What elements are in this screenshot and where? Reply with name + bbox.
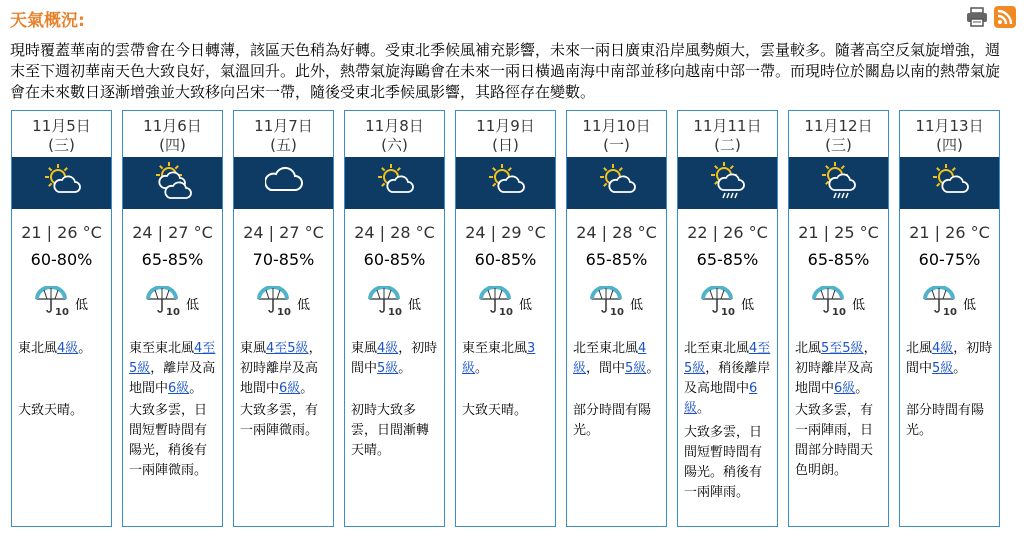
psr-label: 低 bbox=[74, 297, 88, 313]
forecast-days bbox=[11, 110, 1000, 527]
weekday-label: (四) bbox=[159, 136, 186, 154]
date-label: 11月12日 bbox=[804, 117, 873, 135]
svg-text:10: 10 bbox=[720, 307, 735, 316]
wind-force-link[interactable]: 4至5級 bbox=[266, 341, 309, 356]
temperature-range: 21 | 26 °C bbox=[909, 223, 990, 242]
temperature-range: 24 | 28 °C bbox=[576, 223, 657, 242]
wind-force-link[interactable]: 4級 bbox=[932, 341, 954, 356]
weekday-label: (一) bbox=[603, 136, 630, 154]
psr-label: 低 bbox=[962, 297, 976, 313]
forecast-day bbox=[677, 110, 778, 527]
weather-icon-band bbox=[123, 157, 222, 209]
wind-text: 北至東北風 bbox=[573, 341, 639, 356]
wind-force-link[interactable]: 3級 bbox=[462, 341, 536, 376]
wind-text: 東至東北風 bbox=[462, 341, 528, 356]
sun-clouds-icon bbox=[154, 162, 192, 204]
forecast-day bbox=[344, 110, 445, 527]
wind-text: ，初時離岸及高地間中 bbox=[240, 341, 322, 396]
forecast-date bbox=[123, 117, 222, 155]
wind-description bbox=[129, 339, 218, 399]
wind-force-link[interactable]: 6級 bbox=[684, 381, 758, 416]
forecast-date bbox=[12, 117, 111, 155]
weather-summary: 現時覆蓋華南的雲帶會在今日轉薄，該區天色稍為好轉。受東北季候風補充影響，未來一兩日廣東沿岸風勢頗大，雲量較多。隨著高空反氣旋增強，週末至下週初華南天色大致良好，氣溫回升。此外，熱帶氣旋海鷗會在未來一兩日橫過南海中南部並移向越南中部一帶。而現時位於關島以南的熱帶氣旋會在未來數日逐漸增強並大致移向呂宋一帶，隨後受東北季候風影響，其路徑存在變數。 bbox=[10, 41, 1001, 101]
sun-cloud-icon bbox=[43, 162, 81, 204]
weather-icon-band bbox=[234, 157, 333, 209]
umbrella-icon bbox=[701, 286, 735, 320]
wind-text: 。 bbox=[855, 381, 869, 396]
weather-description: 大致多雲，有一兩陣雨，日間部分時間天色明朗。 bbox=[795, 403, 874, 478]
sun-rain-icon bbox=[820, 162, 858, 204]
wind-force-link[interactable]: 5至5級 bbox=[821, 341, 864, 356]
humidity-range: 60-85% bbox=[474, 250, 537, 269]
wind-text: 東北風 bbox=[18, 341, 58, 356]
sun-rain-icon bbox=[709, 162, 747, 204]
psr-label: 低 bbox=[296, 297, 310, 313]
weather-icon-band bbox=[345, 157, 444, 209]
psr-label: 低 bbox=[518, 297, 532, 313]
date-label: 11月13日 bbox=[915, 117, 984, 135]
wind-description bbox=[18, 339, 107, 359]
temperature-range: 22 | 26 °C bbox=[687, 223, 768, 242]
wind-force-link[interactable]: 5級 bbox=[377, 361, 399, 376]
svg-text:10: 10 bbox=[387, 307, 402, 316]
rain-probability bbox=[678, 286, 777, 320]
weekday-label: (四) bbox=[936, 136, 963, 154]
date-label: 11月7日 bbox=[254, 117, 313, 135]
wind-description bbox=[351, 339, 440, 379]
humidity-range: 70-85% bbox=[252, 250, 315, 269]
umbrella-icon bbox=[257, 286, 291, 320]
humidity-range: 65-85% bbox=[696, 250, 759, 269]
weather-icon-band bbox=[678, 157, 777, 209]
forecast-date bbox=[900, 117, 999, 155]
rain-probability bbox=[789, 286, 888, 320]
page-title: 天氣概況: bbox=[10, 11, 85, 31]
weather-icon-band bbox=[900, 157, 999, 209]
wind-text: ，間中 bbox=[586, 361, 626, 376]
weekday-label: (日) bbox=[492, 136, 519, 154]
wind-text: ，初時離岸及高地間中 bbox=[795, 341, 877, 396]
wind-force-link[interactable]: 4級 bbox=[57, 341, 79, 356]
wind-description bbox=[906, 339, 995, 379]
weather-description: 大致多雲，日間短暫時間有陽光。稍後有一兩陣雨。 bbox=[684, 425, 763, 500]
humidity-range: 65-85% bbox=[585, 250, 648, 269]
umbrella-icon bbox=[146, 286, 180, 320]
weekday-label: (六) bbox=[381, 136, 408, 154]
forecast-date bbox=[567, 117, 666, 155]
weather-description: 部分時間有陽光。 bbox=[573, 403, 652, 438]
weather-description: 大致天晴。 bbox=[462, 403, 528, 418]
wind-description bbox=[240, 339, 329, 399]
wind-text: 。 bbox=[475, 361, 489, 376]
date-label: 11月6日 bbox=[143, 117, 202, 135]
svg-text:10: 10 bbox=[54, 307, 69, 316]
wind-force-link[interactable]: 6級 bbox=[834, 381, 856, 396]
rss-icon[interactable] bbox=[994, 6, 1016, 28]
rain-probability bbox=[567, 286, 666, 320]
umbrella-icon bbox=[479, 286, 513, 320]
rain-probability bbox=[345, 286, 444, 320]
humidity-range: 65-85% bbox=[141, 250, 204, 269]
forecast-day bbox=[122, 110, 223, 527]
weather-description: 大致多雲，有一兩陣微雨。 bbox=[240, 403, 319, 438]
weather-description: 初時大致多雲，日間漸轉天晴。 bbox=[351, 403, 430, 458]
weekday-label: (二) bbox=[714, 136, 741, 154]
umbrella-icon bbox=[923, 286, 957, 320]
psr-label: 低 bbox=[740, 297, 754, 313]
date-label: 11月9日 bbox=[476, 117, 535, 135]
wind-description bbox=[795, 339, 884, 399]
date-label: 11月5日 bbox=[32, 117, 91, 135]
temperature-range: 24 | 27 °C bbox=[132, 223, 213, 242]
rain-probability bbox=[900, 286, 999, 320]
wind-force-link[interactable]: 5級 bbox=[932, 361, 954, 376]
wind-force-link[interactable]: 6級 bbox=[168, 381, 190, 396]
wind-text: 北風 bbox=[906, 341, 933, 356]
wind-text: 。 bbox=[78, 341, 92, 356]
wind-text: 。 bbox=[398, 361, 412, 376]
wind-force-link[interactable]: 6級 bbox=[279, 381, 301, 396]
wind-description bbox=[462, 339, 551, 379]
forecast-date bbox=[789, 117, 888, 155]
forecast-day bbox=[788, 110, 889, 527]
weather-icon-band bbox=[789, 157, 888, 209]
rain-probability bbox=[456, 286, 555, 320]
wind-force-link[interactable]: 4至5級 bbox=[129, 341, 216, 376]
wind-text: ，初時間中 bbox=[906, 341, 993, 376]
forecast-date bbox=[234, 117, 333, 155]
humidity-range: 60-75% bbox=[918, 250, 981, 269]
wind-text: ，離岸及高地間中 bbox=[129, 361, 216, 396]
umbrella-icon bbox=[590, 286, 624, 320]
weather-description: 大致多雲，日間短暫時間有陽光，稍後有一兩陣微雨。 bbox=[129, 403, 208, 478]
weather-icon-band bbox=[567, 157, 666, 209]
forecast-date bbox=[456, 117, 555, 155]
wind-description bbox=[573, 339, 662, 379]
temperature-range: 24 | 27 °C bbox=[243, 223, 324, 242]
svg-text:10: 10 bbox=[165, 307, 180, 316]
cloud-icon bbox=[265, 162, 303, 204]
humidity-range: 65-85% bbox=[807, 250, 870, 269]
wind-text: 東風 bbox=[351, 341, 378, 356]
weekday-label: (五) bbox=[270, 136, 297, 154]
wind-text: ，初時間中 bbox=[351, 341, 438, 376]
forecast-day bbox=[566, 110, 667, 527]
date-label: 11月8日 bbox=[365, 117, 424, 135]
forecast-date bbox=[345, 117, 444, 155]
wind-text: 。 bbox=[646, 361, 660, 376]
sun-cloud-icon bbox=[931, 162, 969, 204]
wind-force-link[interactable]: 4級 bbox=[573, 341, 647, 376]
wind-description bbox=[684, 339, 773, 419]
svg-text:10: 10 bbox=[609, 307, 624, 316]
humidity-range: 60-85% bbox=[363, 250, 426, 269]
forecast-day bbox=[455, 110, 556, 527]
wind-text: 東至東北風 bbox=[129, 341, 195, 356]
humidity-range: 60-80% bbox=[30, 250, 93, 269]
weekday-label: (三) bbox=[825, 136, 852, 154]
temperature-range: 21 | 25 °C bbox=[798, 223, 879, 242]
date-label: 11月10日 bbox=[582, 117, 651, 135]
wind-force-link[interactable]: 4至5級 bbox=[684, 341, 771, 376]
wind-text: 東風 bbox=[240, 341, 267, 356]
forecast-day bbox=[233, 110, 334, 527]
psr-label: 低 bbox=[407, 297, 421, 313]
date-label: 11月11日 bbox=[693, 117, 762, 135]
psr-label: 低 bbox=[851, 297, 865, 313]
wind-force-link[interactable]: 4級 bbox=[377, 341, 399, 356]
temperature-range: 24 | 29 °C bbox=[465, 223, 546, 242]
psr-label: 低 bbox=[629, 297, 643, 313]
forecast-date bbox=[678, 117, 777, 155]
weather-icon-band bbox=[456, 157, 555, 209]
svg-text:10: 10 bbox=[276, 307, 291, 316]
sun-cloud-icon bbox=[487, 162, 525, 204]
toolbar bbox=[966, 6, 1016, 28]
svg-text:10: 10 bbox=[498, 307, 513, 316]
wind-text: 。 bbox=[697, 401, 711, 416]
temperature-range: 24 | 28 °C bbox=[354, 223, 435, 242]
svg-text:10: 10 bbox=[831, 307, 846, 316]
weather-description: 部分時間有陽光。 bbox=[906, 403, 985, 438]
umbrella-icon bbox=[812, 286, 846, 320]
wind-text: 北至東北風 bbox=[684, 341, 750, 356]
weather-icon-band bbox=[12, 157, 111, 209]
sun-cloud-icon bbox=[376, 162, 414, 204]
rain-probability bbox=[12, 286, 111, 320]
wind-text: 。 bbox=[300, 381, 314, 396]
wind-text: 。 bbox=[189, 381, 203, 396]
svg-text:10: 10 bbox=[942, 307, 957, 316]
print-icon[interactable] bbox=[966, 6, 988, 28]
umbrella-icon bbox=[35, 286, 69, 320]
rain-probability bbox=[123, 286, 222, 320]
weekday-label: (三) bbox=[48, 136, 75, 154]
forecast-day bbox=[899, 110, 1000, 527]
rain-probability bbox=[234, 286, 333, 320]
wind-text: ，稍後離岸及高地間中 bbox=[684, 361, 771, 396]
wind-text: 北風 bbox=[795, 341, 822, 356]
wind-force-link[interactable]: 5級 bbox=[625, 361, 647, 376]
sun-cloud-icon bbox=[598, 162, 636, 204]
temperature-range: 21 | 26 °C bbox=[21, 223, 102, 242]
umbrella-icon bbox=[368, 286, 402, 320]
wind-text: 。 bbox=[953, 361, 967, 376]
weather-description: 大致天晴。 bbox=[18, 403, 84, 418]
psr-label: 低 bbox=[185, 297, 199, 313]
forecast-day bbox=[11, 110, 112, 527]
